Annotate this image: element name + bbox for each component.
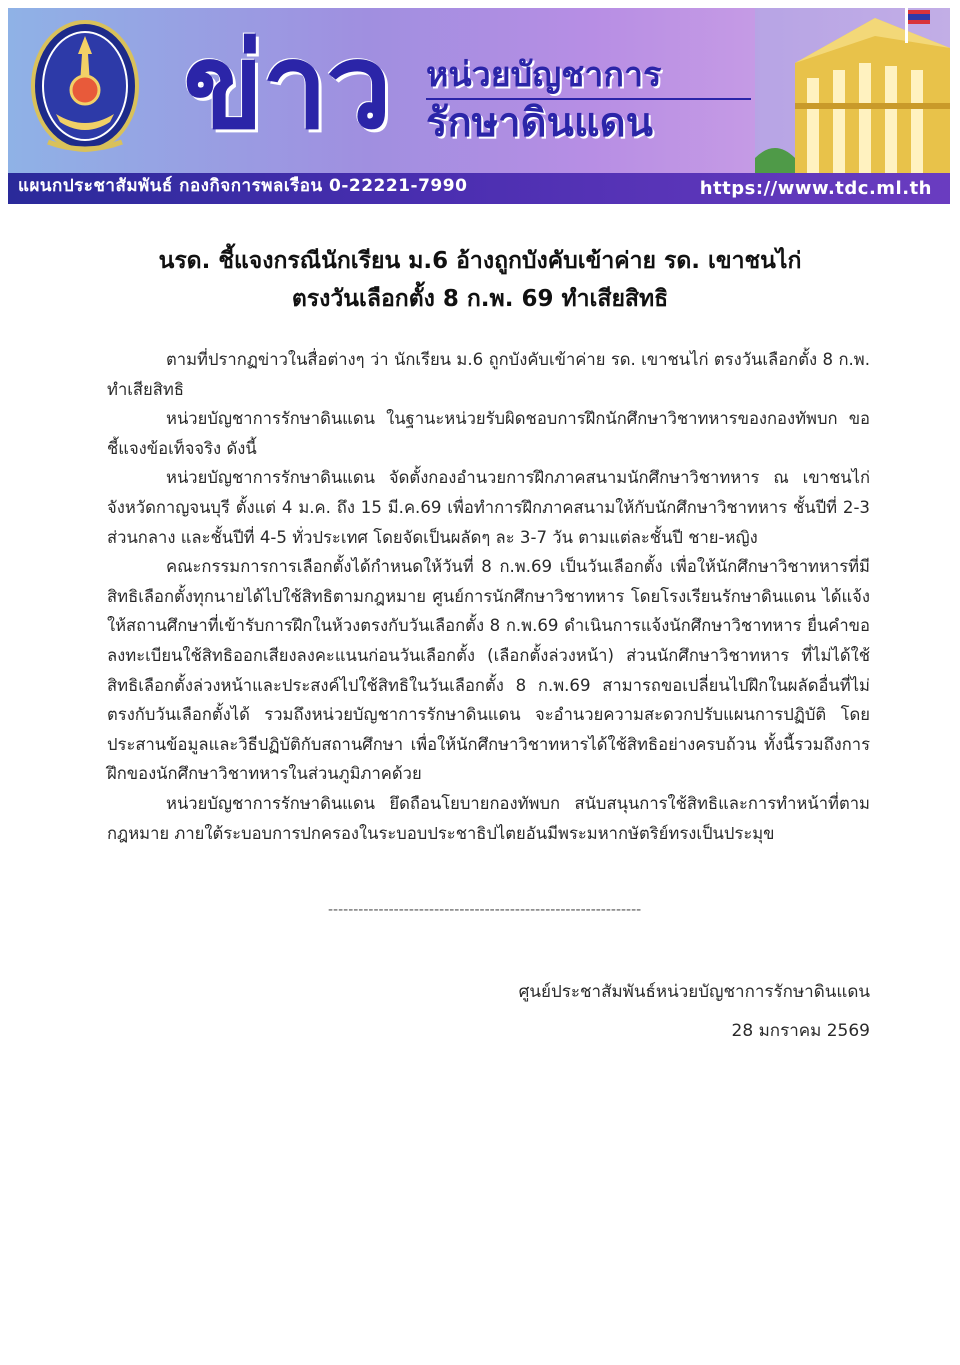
website-link[interactable]: https://www.tdc.ml.th	[699, 178, 932, 199]
org-name-line1: หน่วยบัญชาการ	[426, 55, 662, 95]
paragraph: หน่วยบัญชาการรักษาดินแดน ในฐานะหน่วยรับผิดชอบการฝึกนักศึกษาวิชาทหารของกองทัพบก ขอชี้แจงข้อเท็จจริง ดังนี้	[107, 409, 870, 458]
banner-info-bar	[8, 173, 950, 204]
paragraph: ตามที่ปรากฏข่าวในสื่อต่างๆ ว่า นักเรียน ม.6 ถูกบังคับเข้าค่าย รด. เขาชนไก่ ตรงวันเลือกตั้ง 8 ก.พ. ทำเสียสิทธิ	[107, 350, 870, 399]
building-illustration	[755, 8, 950, 173]
paragraph: หน่วยบัญชาการรักษาดินแดน ยึดถือนโยบายกองทัพบก สนับสนุนการใช้สิทธิและการทำหน้าที่ตามกฎหมาย ภายใต้ระบอบการปกครองในระบอบประชาธิปไตยอันมีพระมหากษัตริย์ทรงเป็นประมุข	[107, 793, 870, 843]
paragraph: หน่วยบัญชาการรักษาดินแดน จัดตั้งกองอำนวยการฝึกภาคสนามนักศึกษาวิชาทหาร ณ เขาชนไก่ จังหวัดกาญจนบุรี ตั้งแต่ 4 ม.ค. ถึง 15 มี.ค.69 เพื่อทำการฝึกภาคสนามให้กับนักศึกษาวิชาทหาร ชั้นปีที่ 2-3 ส่วนกลาง และชั้นปีที่ 4-5 ทั่วประเทศ โดยจัดเป็นผลัดๆ ละ 3-7 วัน ตามแต่ละชั้นปี ชาย-หญิง	[107, 468, 870, 547]
org-name-line2: รักษาดินแดน	[426, 100, 653, 146]
emblem-logo	[26, 14, 144, 164]
header-banner	[8, 8, 950, 204]
headline-line1: นรด. ชี้แจงกรณีนักเรียน ม.6 อ้างถูกบังคับเข้าค่าย รด. เขาชนไก่	[158, 248, 802, 274]
signoff-date: 28 มกราคม 2569	[731, 1021, 870, 1041]
signoff-org: ศูนย์ประชาสัมพันธ์หน่วยบัญชาการรักษาดินแดน	[518, 982, 870, 1002]
paragraph: คณะกรรมการการเลือกตั้งได้กำหนดให้วันที่ 8 ก.พ.69 เป็นวันเลือกตั้ง เพื่อให้นักศึกษาวิชาทหารที่มีสิทธิเลือกตั้งทุกนายได้ไปใช้สิทธิตามกฎหมาย ศูนย์การนักศึกษาวิชาทหาร โดยโรงเรียนรักษาดินแดน ได้แจ้งให้สถานศึกษาที่เข้ารับการฝึกในห้วงตรงกับวันเลือกตั้ง 8 ก.พ.69 ดำเนินการแจ้งนักศึกษาวิชาทหาร ยื่นคำขอลงทะเบียนใช้สิทธิออกเสียงลงคะแนนก่อนวันเลือกตั้ง (เลือกตั้งล่วงหน้า) ส่วนนักศึกษาวิชาทหาร ที่ไม่ได้ใช้สิทธิเลือกตั้งล่วงหน้าและประสงค์ไปใช้สิทธิในวันเลือกตั้ง 8 ก.พ.69 สามารถขอเปลี่ยนไปฝึกในผลัดอื่นที่ไม่ตรงกับวันเลือกตั้งได้ รวมถึงหน่วยบัญชาการรักษาดินแดน จะอำนวยความสะดวกปรับแผนการปฏิบัติ โดยประสานข้อมูลและวิธีปฏิบัติกับสถานศึกษา เพื่อให้นักศึกษาวิชาทหารได้ใช้สิทธิอย่างครบถ้วน ทั้งนี้รวมถึงการฝึกของนักศึกษาวิชาทหารในส่วนภูมิภาคด้วย	[107, 557, 870, 784]
article-body	[107, 345, 870, 848]
separator-line: --------------------------------------------------------------	[328, 902, 642, 918]
contact-text: แผนกประชาสัมพันธ์ กองกิจการพลเรือน 0-22221-7990	[18, 176, 468, 196]
news-title: ข่าว	[183, 17, 391, 155]
headline-line2: ตรงวันเลือกตั้ง 8 ก.พ. 69 ทำเสียสิทธิ	[291, 286, 669, 312]
